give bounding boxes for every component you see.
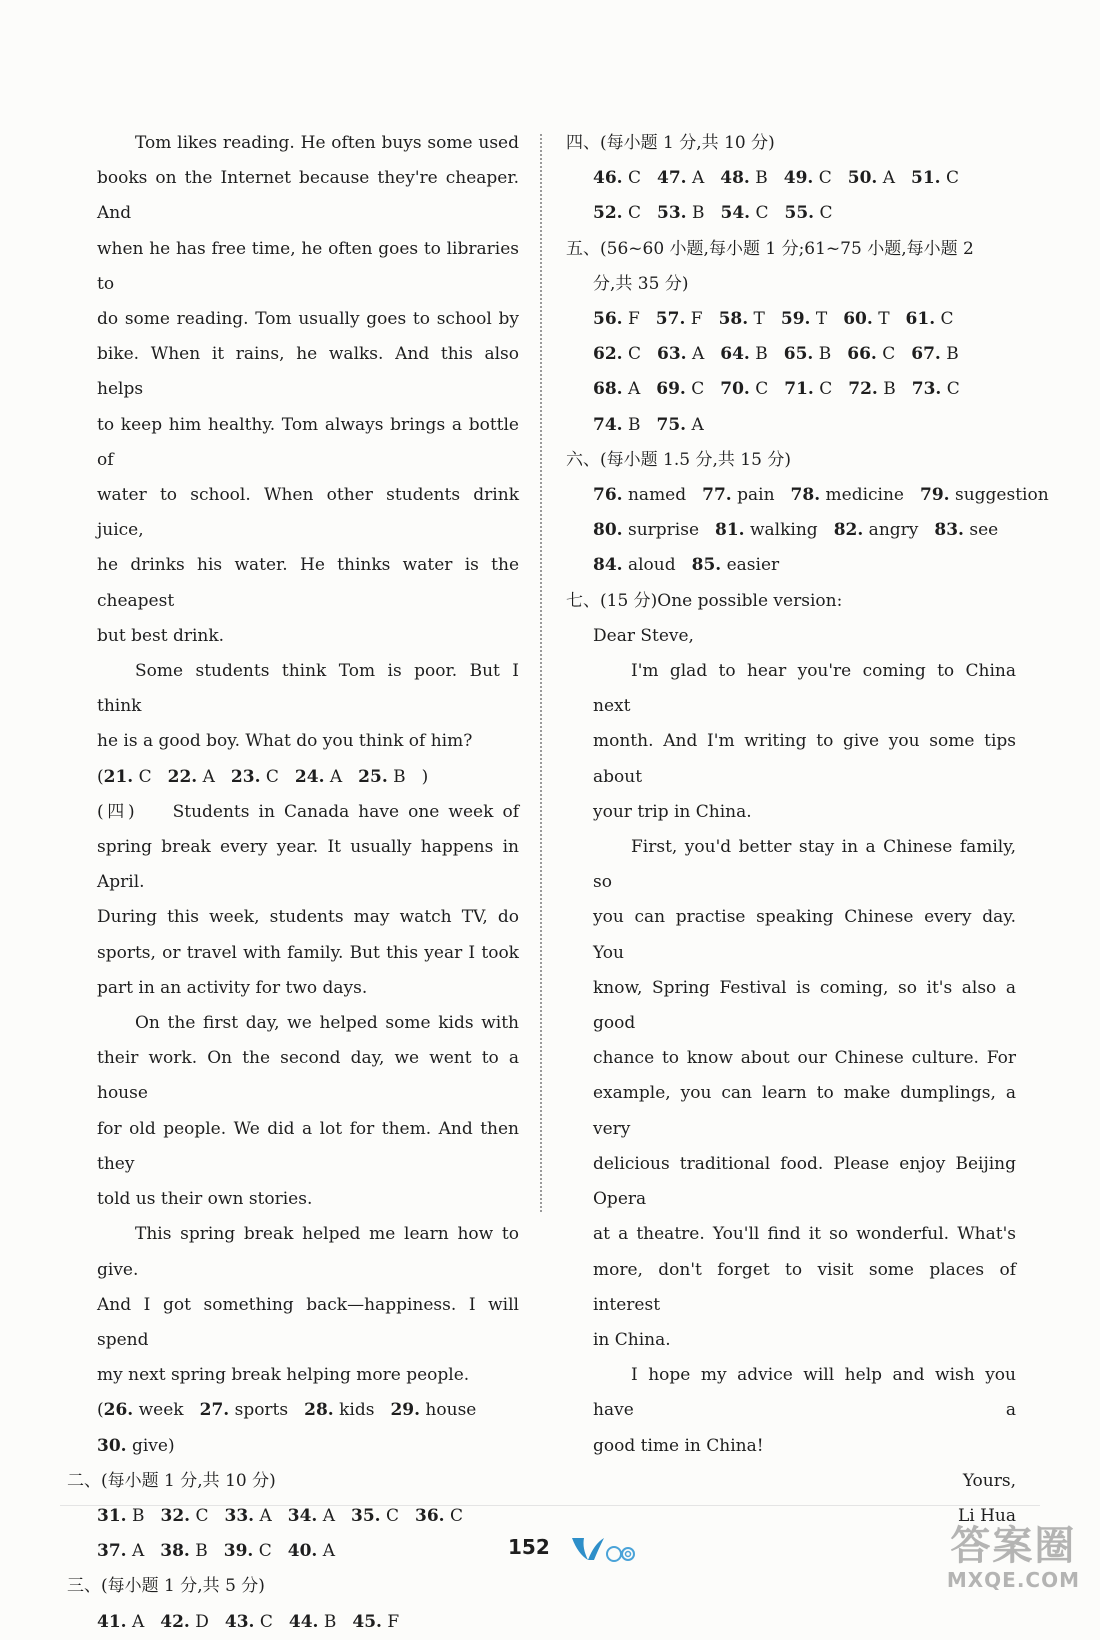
answer-value: C [750,203,769,224]
answer-number: 65. [783,344,814,365]
answer-item [656,372,704,407]
answer-item [358,760,405,795]
answer-number: 61. [905,309,936,330]
answer-value: B [749,344,768,365]
answer-number: 80. [593,520,623,541]
answer-value: C [254,1611,273,1632]
passage-line: books on the Internet because they're cheaper. And [97,168,519,224]
right-column [566,126,1049,1534]
answer-number: 66. [847,344,877,365]
answer-number: 70. [720,379,750,400]
answer-item [656,302,703,337]
passage-line: do some reading. Tom usually goes to school by [97,309,519,330]
section-header-6: 六、(每小题 1.5 分,共 15 分) [566,449,791,470]
answer-value: B [813,344,832,365]
answer-item [657,161,704,196]
answer-number: 31. [97,1505,127,1526]
answer-value: C [253,1541,272,1562]
answer-number: 35. [351,1505,381,1526]
answer-item [843,302,889,337]
answer-value: easier [721,555,780,576]
answer-item [781,302,827,337]
answer-value: C [749,379,769,400]
answer-number: 30. [97,1435,127,1456]
passage-line: During this week, students may watch TV, do [97,907,519,928]
answer-value: C [941,379,960,400]
answer-value: A [324,766,343,787]
answer-number: 68. [593,379,623,400]
answer-number: 36. [415,1505,445,1526]
answer-value: T [748,309,765,330]
answer-value: C [813,379,833,400]
answer-value: B [940,344,959,365]
answer-number: 81. [715,520,745,541]
answer-number: 60. [843,309,873,330]
answer-item [200,1393,289,1428]
answer-item [304,1393,374,1428]
answer-item [656,408,703,443]
answer-item [593,372,640,407]
passage-line: This spring break helped me learn how to give. [97,1224,519,1280]
answer-value: B [877,379,896,400]
answer-number: 26. [103,1400,134,1421]
answer-number: 41. [97,1611,127,1632]
answer-value: walking [744,520,818,541]
answers-41-45 [97,1605,519,1640]
footer-rule [60,1505,1040,1506]
answer-number: 27. [199,1400,230,1421]
publisher-logo-icon [568,1534,648,1570]
answer-item [593,302,640,337]
answers-74-75 [593,408,1016,443]
answer-item [593,196,641,231]
answer-value: see [963,520,999,541]
page-number: 152 [508,1535,550,1559]
answers-80-83 [593,513,1016,548]
passage-line: their work. On the second day, we went to a house [97,1048,519,1104]
answer-number: 48. [720,168,750,189]
answer-value: B [189,1541,208,1562]
answer-value: medicine [820,485,904,506]
answer-number: 39. [223,1541,254,1562]
answer-number: 22. [167,766,198,787]
letter-signature: Li Hua [957,1505,1016,1526]
answer-number: 21. [103,766,134,787]
answer-item [168,760,215,795]
section-header-7: 七、(15 分)One possible version: [566,590,843,611]
answer-value: C [622,344,641,365]
answer-value: B [686,203,705,224]
answers-21-25: (21. C 22. A 23. C 24. A 25. B ) [97,760,519,795]
column-divider [540,134,542,1212]
answer-number: 25. [358,766,388,787]
answer-value: house [420,1400,477,1421]
answer-value: surprise [622,520,700,541]
answer-value: angry [863,520,919,541]
answer-number: 28. [304,1400,334,1421]
answer-value: give [126,1435,168,1456]
answer-number: 72. [848,379,878,400]
answer-number: 77. [702,485,732,506]
answer-number: 59. [780,309,811,330]
answer-number: 33. [224,1505,255,1526]
answer-value: C [380,1505,400,1526]
passage-line: bike. When it rains, he walks. And this also helps [97,344,519,400]
answer-item [720,196,768,231]
left-column [67,126,519,1640]
answer-value: C [444,1505,464,1526]
section-header-5: 五、(56~60 小题,每小题 1 分;61~75 小题,每小题 2 [566,238,974,259]
letter-line: delicious traditional food. Please enjoy Beijing Opera [593,1153,1016,1210]
answer-value: A [686,168,705,189]
answer-number: 32. [160,1505,191,1526]
answer-number: 46. [593,168,623,189]
answer-value: F [381,1611,400,1632]
section-label: (四) [97,801,135,822]
letter-line: at a theatre. You'll find it so wonderful. What's [593,1224,1016,1245]
answer-item [911,161,959,196]
answer-value: C [622,203,641,224]
watermark [947,1524,1080,1592]
answer-item [934,513,998,548]
answer-value: D [189,1611,209,1632]
answer-number: 78. [790,485,821,506]
answers-37-40 [97,1534,519,1569]
answer-value: A [317,1541,336,1562]
section-header-5-cont: 分,共 35 分) [593,273,689,294]
answer-number: 43. [224,1611,255,1632]
answer-item [160,1534,207,1569]
answer-number: 63. [657,344,687,365]
answer-number: 55. [784,203,815,224]
answer-number: 44. [288,1611,319,1632]
answer-item [593,161,641,196]
answer-item [692,548,780,583]
answer-number: 29. [390,1400,421,1421]
passage-line: but best drink. [97,625,225,646]
answer-number: 37. [97,1541,127,1562]
letter-line: I'm glad to hear you're coming to China next [593,661,1016,717]
letter-greeting: Dear Steve, [593,625,694,646]
answer-number: 85. [691,555,722,576]
answer-value: C [876,344,896,365]
answer-item [352,1605,399,1640]
answer-value: C [190,1505,209,1526]
answer-item [719,302,765,337]
answer-number: 45. [352,1611,382,1632]
answer-number: 23. [230,766,261,787]
answer-item [791,478,904,513]
answer-value: B [622,414,641,435]
answer-number: 54. [720,203,751,224]
answer-item [593,548,676,583]
passage-line: spring break every year. It usually happens in April. [97,837,519,893]
answer-value: C [133,766,152,787]
passage-line: part in an activity for two days. [97,977,368,998]
passage-line: (四) Students in Canada have one week of [97,801,519,822]
answer-item [720,337,767,372]
letter-line: month. And I'm writing to give you some tips about [593,731,1016,787]
answer-number: 57. [655,309,686,330]
answer-item [288,1534,335,1569]
letter-line: First, you'd better stay in a Chinese family, so [593,837,1016,893]
answer-value: week [133,1400,184,1421]
answer-item [231,760,279,795]
section-header-3: 三、(每小题 1 分,共 5 分) [67,1576,265,1597]
answer-item [295,760,342,795]
letter-closing: Yours, [962,1470,1016,1491]
answer-number: 71. [784,379,814,400]
answers-76-79 [593,478,1049,513]
answer-number: 50. [847,168,878,189]
answer-value: C [814,203,833,224]
passage-line: Tom likes reading. He often buys some used [135,133,519,153]
letter-line: know, Spring Festival is coming, so it's also a good [593,977,1016,1034]
answer-value: C [940,168,960,189]
letter-line: your trip in China. [593,801,752,822]
answers-46-51 [593,161,1016,196]
answer-item [104,760,152,795]
answer-value: A [126,1541,145,1562]
answer-number: 76. [593,485,623,506]
answer-item [104,1393,184,1428]
watermark-bottom: MXQE.COM [946,1568,1080,1592]
letter-line: more, don't forget to visit some places of interest [593,1259,1016,1315]
letter-line: good time in China! [593,1435,764,1456]
answer-item [784,161,832,196]
passage-line: Some students think Tom is poor. But I think [97,661,519,717]
answer-number: 40. [287,1541,318,1562]
answer-item [906,302,954,337]
answer-item [784,372,832,407]
answer-item [847,337,895,372]
answer-number: 84. [593,555,623,576]
answer-number: 52. [593,203,623,224]
answer-value: B [387,766,406,787]
answer-item [593,478,686,513]
answers-30: 30. give) [97,1429,519,1464]
answers-52-55 [593,196,1016,231]
passage-line: water to school. When other students drink juice, [97,485,519,541]
passage-line: And I got something back—happiness. I will spend [97,1294,519,1350]
answer-value: B [749,168,768,189]
letter-line: example, you can learn to make dumplings, a very [593,1083,1016,1139]
answer-number: 64. [720,344,750,365]
watermark-top: 答案圈 [950,1523,1077,1569]
answer-number: 73. [911,379,942,400]
passage-line: On the first day, we helped some kids with [135,1013,519,1034]
answers-56-61 [593,302,1016,337]
answer-number: 49. [783,168,814,189]
answer-item [715,513,818,548]
answer-item [912,372,960,407]
answer-number: 69. [656,379,686,400]
answer-number: 47. [657,168,687,189]
answer-number: 75. [656,414,687,435]
answer-item [702,478,774,513]
answer-value: C [935,309,954,330]
answer-number: 79. [919,485,950,506]
answer-value: suggestion [949,485,1049,506]
section-header-4: 四、(每小题 1 分,共 10 分) [566,133,775,153]
answer-value: F [685,309,703,330]
answer-item [657,337,704,372]
answer-value: A [622,379,641,400]
passage-line: when he has free time, he often goes to libraries to [97,238,519,294]
answer-item [225,1605,273,1640]
answer-item [224,1534,272,1569]
passage-line: sports, or travel with family. But this year I took [97,942,519,963]
passage-line: my next spring break helping more people. [97,1365,470,1386]
answer-item [160,1605,209,1640]
answer-value: aloud [622,555,676,576]
answer-number: 62. [593,344,623,365]
answer-number: 83. [934,520,964,541]
answers-62-67 [593,337,1016,372]
answer-number: 56. [593,309,623,330]
answer-value: pain [731,485,775,506]
answer-value: T [810,309,828,330]
answer-item [97,1605,144,1640]
answer-item [289,1605,336,1640]
answer-number: 82. [833,520,864,541]
answer-value: A [317,1505,336,1526]
answer-number: 67. [911,344,941,365]
answer-item [848,161,895,196]
answer-number: 53. [657,203,687,224]
answer-value: A [254,1505,272,1526]
answer-number: 38. [160,1541,190,1562]
answer-number: 51. [911,168,941,189]
answer-item [784,337,831,372]
answer-item [848,372,895,407]
answer-item [97,1534,144,1569]
answer-number: 24. [294,766,325,787]
answer-number: 34. [287,1505,318,1526]
answer-item [593,408,640,443]
answer-value: C [685,379,705,400]
answer-value: F [622,309,640,330]
answer-item [720,161,767,196]
answer-number: 42. [160,1611,190,1632]
answer-item [784,196,832,231]
answer-item [593,337,641,372]
answers-26-29: (26. week 27. sports 28. kids 29. house [97,1393,519,1428]
answer-value: B [126,1505,145,1526]
answer-item [593,513,699,548]
answer-number: 74. [593,414,623,435]
answer-item [834,513,919,548]
answer-value: kids [333,1400,375,1421]
answer-item [390,1393,476,1428]
answer-value: A [686,414,704,435]
answer-value: T [872,309,890,330]
answers-68-73 [593,372,1016,407]
passage-line: to keep him healthy. Tom always brings a bottle of [97,414,519,470]
answers-84-85 [593,548,1016,583]
letter-line: chance to know about our Chinese culture. For [593,1048,1016,1069]
answer-item [720,372,768,407]
passage-line: he drinks his water. He thinks water is the cheapest [97,555,519,611]
sample-letter [593,619,1016,1534]
answer-value: C [260,766,279,787]
answer-item [920,478,1049,513]
letter-line: in China. [593,1329,671,1350]
letter-line: you can practise speaking Chinese every day. You [593,907,1016,963]
passage-line: he is a good boy. What do you think of him? [97,731,473,752]
answer-value: B [318,1611,337,1632]
passage-line: told us their own stories. [97,1189,313,1210]
answer-item [657,196,704,231]
answer-value: A [197,766,215,787]
answer-item [911,337,958,372]
answer-value: A [686,344,705,365]
answer-item [97,1429,168,1464]
answer-value: C [622,168,641,189]
letter-line: I hope my advice will help and wish you have a [593,1365,1016,1421]
answer-value: C [813,168,832,189]
answer-value: named [622,485,687,506]
answer-value: A [877,168,896,189]
answer-value: A [126,1611,145,1632]
answer-value: sports [229,1400,289,1421]
section-header-2: 二、(每小题 1 分,共 10 分) [67,1470,276,1491]
answer-number: 58. [718,309,749,330]
passage-line: for old people. We did a lot for them. And then they [97,1118,519,1174]
